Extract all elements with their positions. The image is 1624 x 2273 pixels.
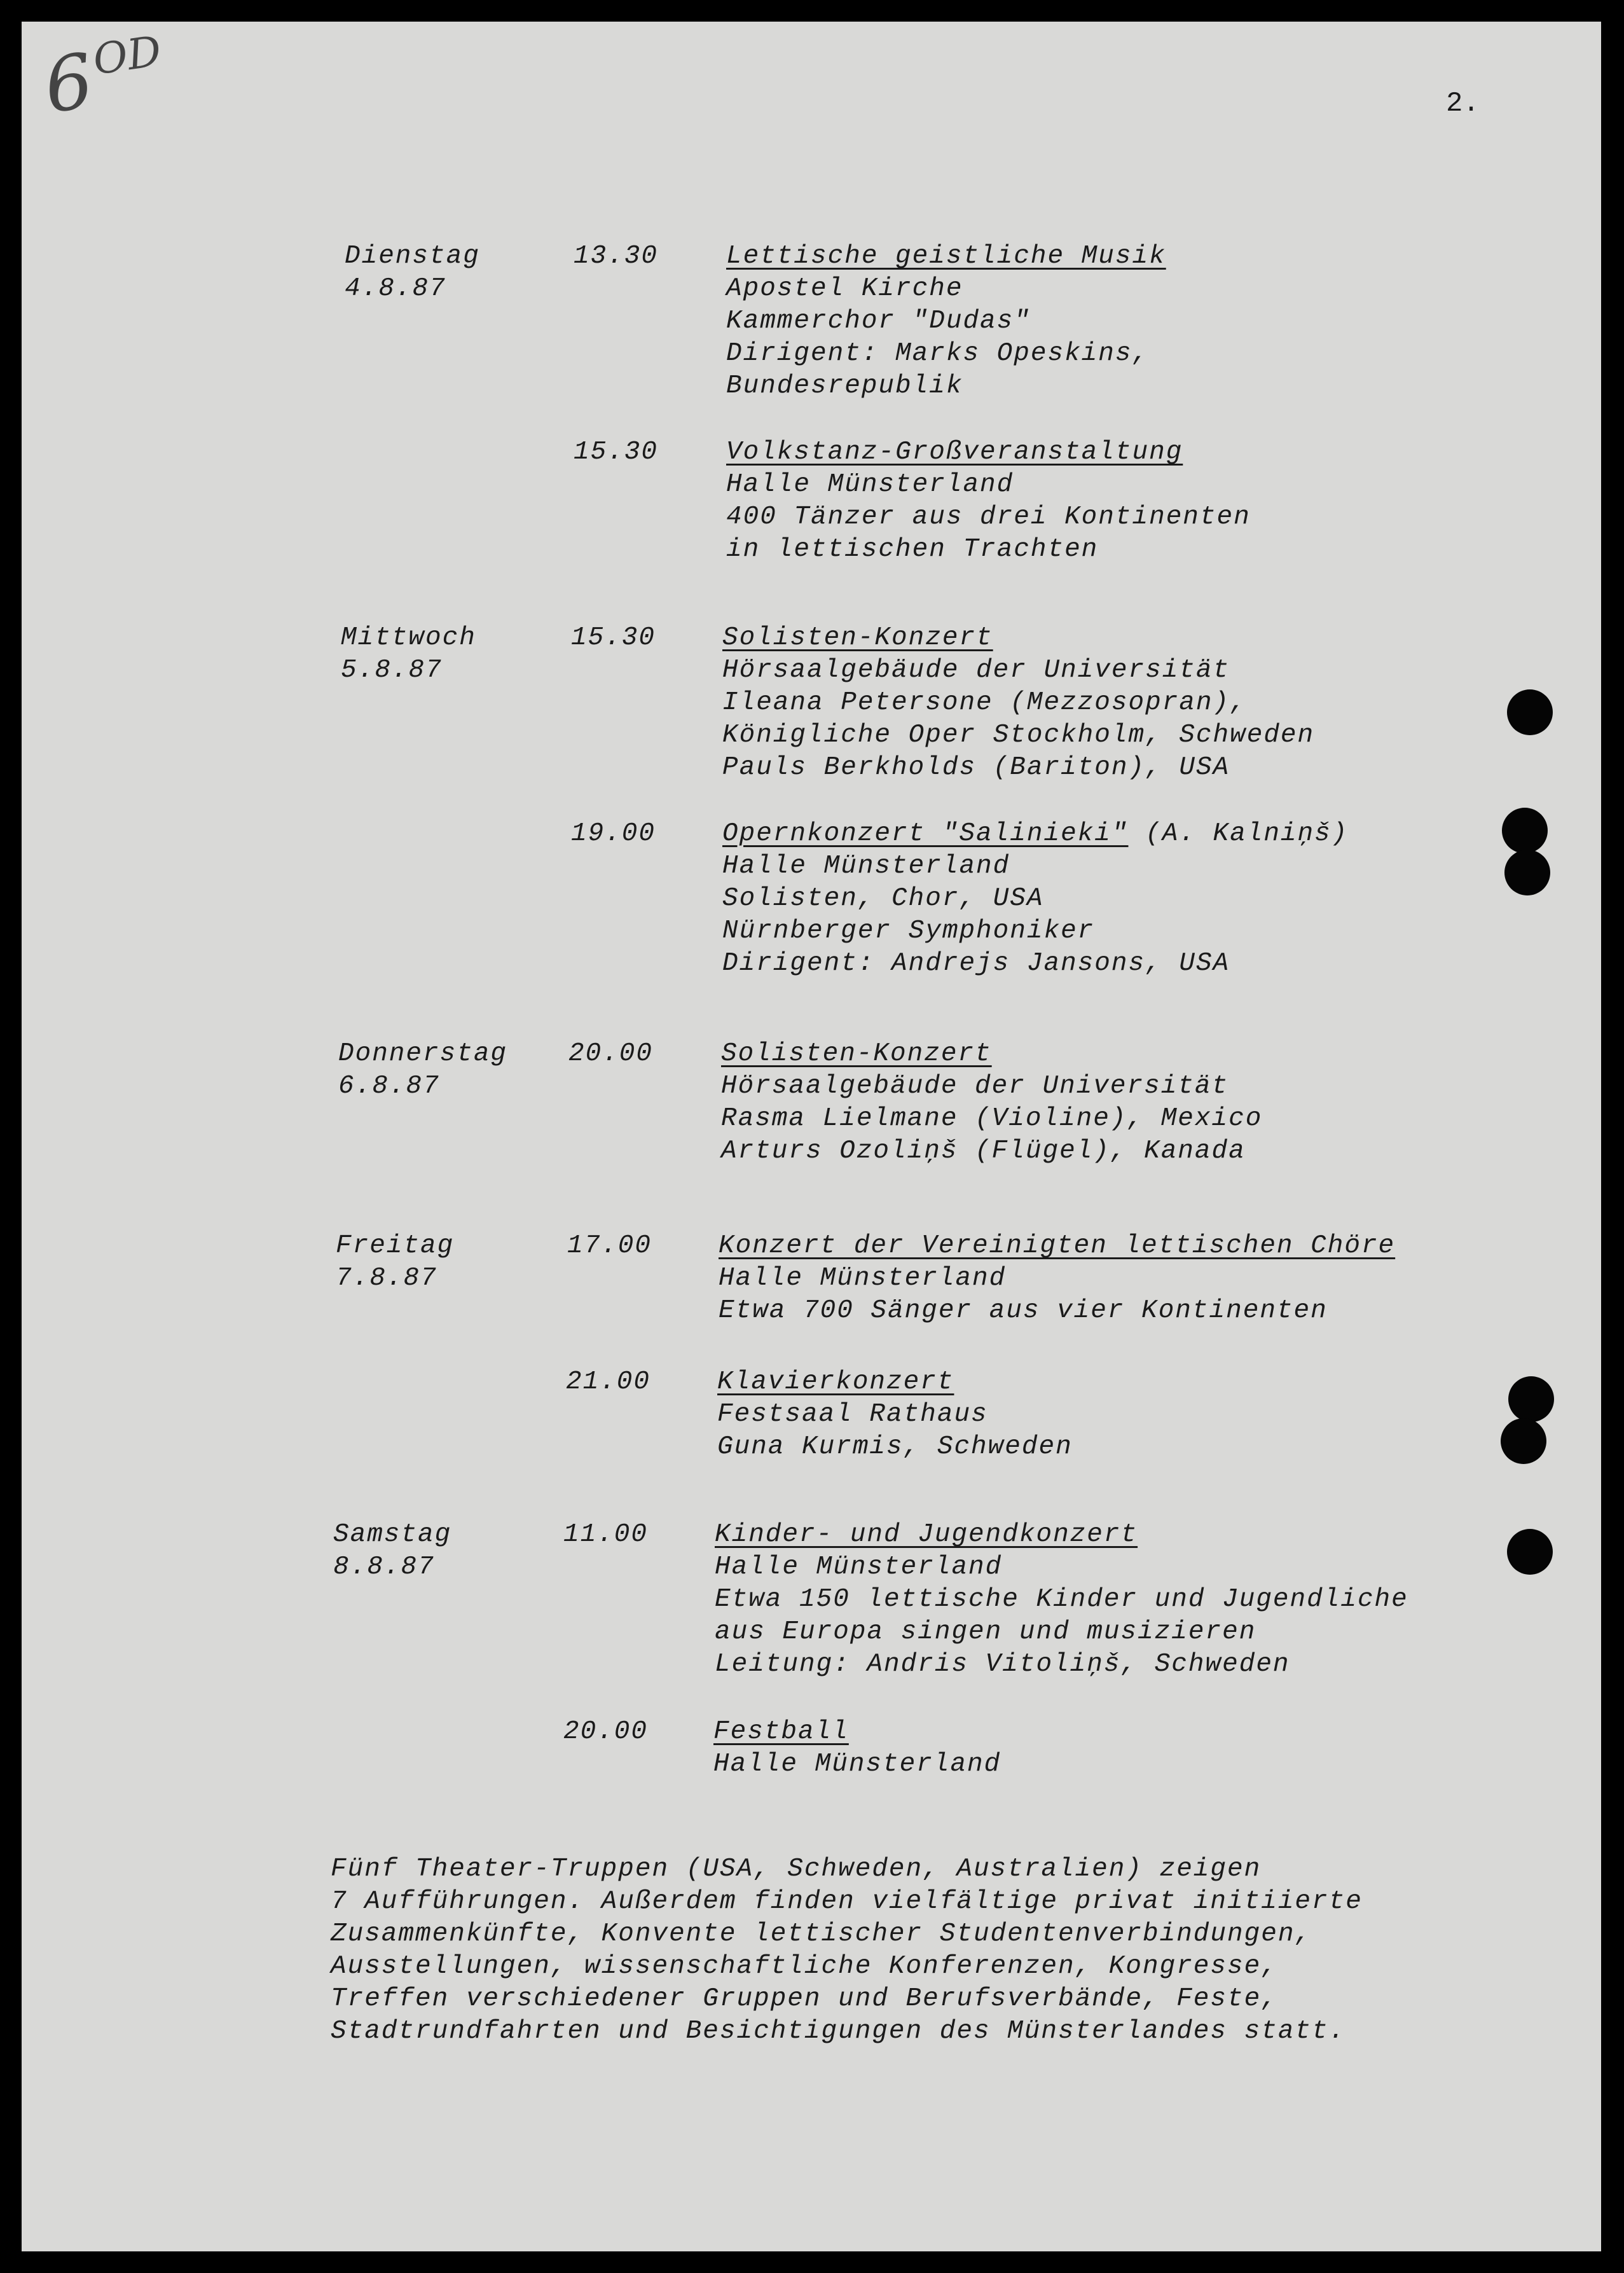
punch-hole bbox=[1508, 1376, 1554, 1422]
event-details bbox=[717, 1366, 1073, 1463]
event-time: 13.30 bbox=[574, 242, 659, 271]
event-title: Kinder- und Jugendkonzert bbox=[715, 1520, 1138, 1549]
event-title: Konzert der Vereinigten lettischen Chöre bbox=[719, 1231, 1396, 1261]
event-details bbox=[726, 240, 1166, 403]
handwritten-note: $6^{OD}$ bbox=[39, 26, 165, 130]
event-title: Lettische geistliche Musik bbox=[726, 242, 1166, 271]
event-details bbox=[722, 622, 1314, 784]
event-line: aus Europa singen und musizieren bbox=[715, 1617, 1256, 1647]
punch-hole bbox=[1507, 1529, 1553, 1575]
event-line: Bundesrepublik bbox=[726, 371, 963, 401]
event-time: 19.00 bbox=[571, 819, 656, 848]
event-time: 20.00 bbox=[563, 1717, 649, 1746]
event-details bbox=[719, 1230, 1395, 1327]
event-title: Volkstanz-Großveranstaltung bbox=[726, 438, 1183, 467]
event-line: Etwa 700 Sänger aus vier Kontinenten bbox=[719, 1296, 1328, 1325]
day-date: 6.8.87 bbox=[338, 1072, 440, 1101]
event-line: Arturs Ozoliņš (Flügel), Kanada bbox=[721, 1136, 1246, 1166]
event-line: Dirigent: Andrejs Jansons, USA bbox=[722, 949, 1230, 978]
event-line: Guna Kurmis, Schweden bbox=[717, 1432, 1073, 1461]
event-line: Solisten, Chor, USA bbox=[722, 884, 1044, 913]
event-line: Halle Münsterland bbox=[722, 852, 1010, 881]
closing-paragraph bbox=[331, 1853, 1363, 2048]
event-time: 11.00 bbox=[563, 1520, 649, 1549]
document-page bbox=[22, 22, 1601, 2251]
event-title: Solisten-Konzert bbox=[722, 623, 993, 653]
day-block-samstag bbox=[333, 1519, 451, 1584]
day-name: Mittwoch bbox=[341, 623, 476, 653]
punch-hole bbox=[1504, 850, 1550, 895]
event-line: Kammerchor "Dudas" bbox=[726, 307, 1031, 336]
event-details bbox=[726, 436, 1251, 566]
event-details bbox=[721, 1038, 1262, 1168]
day-date: 7.8.87 bbox=[336, 1264, 437, 1293]
day-block-donnerstag bbox=[338, 1038, 507, 1103]
event-time: 20.00 bbox=[568, 1039, 654, 1068]
day-block-mittwoch bbox=[341, 622, 476, 687]
day-date: 4.8.87 bbox=[345, 274, 446, 303]
event-line: Ileana Petersone (Mezzosopran), bbox=[722, 688, 1247, 717]
event-line: Apostel Kirche bbox=[726, 274, 963, 303]
paragraph-line: Fünf Theater-Truppen (USA, Schweden, Australien) zeigen bbox=[331, 1855, 1262, 1884]
event-line: 400 Tänzer aus drei Kontinenten bbox=[726, 502, 1251, 532]
punch-hole bbox=[1501, 1418, 1546, 1464]
event-time: 17.00 bbox=[567, 1231, 652, 1261]
day-name: Samstag bbox=[333, 1520, 452, 1549]
event-time: 15.30 bbox=[571, 623, 656, 653]
day-date: 8.8.87 bbox=[333, 1552, 435, 1582]
event-details bbox=[713, 1716, 1001, 1781]
day-date: 5.8.87 bbox=[341, 656, 443, 685]
page-number: 2. bbox=[1446, 88, 1480, 120]
event-line: Halle Münsterland bbox=[715, 1552, 1003, 1582]
event-line: Festsaal Rathaus bbox=[717, 1400, 988, 1429]
event-details bbox=[722, 818, 1348, 980]
event-line: Rasma Lielmane (Violine), Mexico bbox=[721, 1104, 1263, 1133]
event-time: 15.30 bbox=[574, 438, 659, 467]
event-line: Pauls Berkholds (Bariton), USA bbox=[722, 753, 1230, 782]
paragraph-line: Zusammenkünfte, Konvente lettischer Studentenverbindungen, bbox=[331, 1919, 1312, 1949]
event-line: Hörsaalgebäude der Universität bbox=[722, 656, 1230, 685]
event-line: Hörsaalgebäude der Universität bbox=[721, 1072, 1229, 1101]
paragraph-line: Ausstellungen, wissenschaftliche Konferenzen, Kongresse, bbox=[331, 1952, 1278, 1981]
event-time: 21.00 bbox=[566, 1367, 651, 1397]
event-line: Halle Münsterland bbox=[713, 1750, 1001, 1779]
day-block-freitag bbox=[336, 1230, 454, 1295]
day-name: Dienstag bbox=[345, 242, 480, 271]
event-line: Halle Münsterland bbox=[719, 1264, 1007, 1293]
event-line: Dirigent: Marks Opeskins, bbox=[726, 339, 1150, 368]
day-name: Donnerstag bbox=[338, 1039, 508, 1068]
event-title: Solisten-Konzert bbox=[721, 1039, 992, 1068]
punch-hole bbox=[1507, 689, 1553, 735]
event-line: Leitung: Andris Vitoliņš, Schweden bbox=[715, 1650, 1290, 1679]
day-block-dienstag bbox=[345, 240, 480, 305]
event-line: Halle Münsterland bbox=[726, 470, 1014, 499]
event-line: Nürnberger Symphoniker bbox=[722, 916, 1095, 946]
event-title-extra: (A. Kalniņš) bbox=[1128, 819, 1349, 848]
event-line: Königliche Oper Stockholm, Schweden bbox=[722, 721, 1315, 750]
punch-hole bbox=[1502, 808, 1548, 853]
event-title: Opernkonzert "Salinieki" bbox=[722, 819, 1129, 848]
event-title: Festball bbox=[713, 1717, 849, 1746]
paragraph-line: Stadtrundfahrten und Besichtigungen des Münsterlandes statt. bbox=[331, 2017, 1346, 2046]
event-line: Etwa 150 lettische Kinder und Jugendliche bbox=[715, 1585, 1408, 1614]
event-line: in lettischen Trachten bbox=[726, 535, 1099, 564]
day-name: Freitag bbox=[336, 1231, 455, 1261]
paragraph-line: Treffen verschiedener Gruppen und Berufsverbände, Feste, bbox=[331, 1984, 1278, 2014]
paragraph-line: 7 Aufführungen. Außerdem finden vielfältige privat initiierte bbox=[331, 1887, 1363, 1916]
event-details bbox=[715, 1519, 1408, 1681]
event-title: Klavierkonzert bbox=[717, 1367, 954, 1397]
